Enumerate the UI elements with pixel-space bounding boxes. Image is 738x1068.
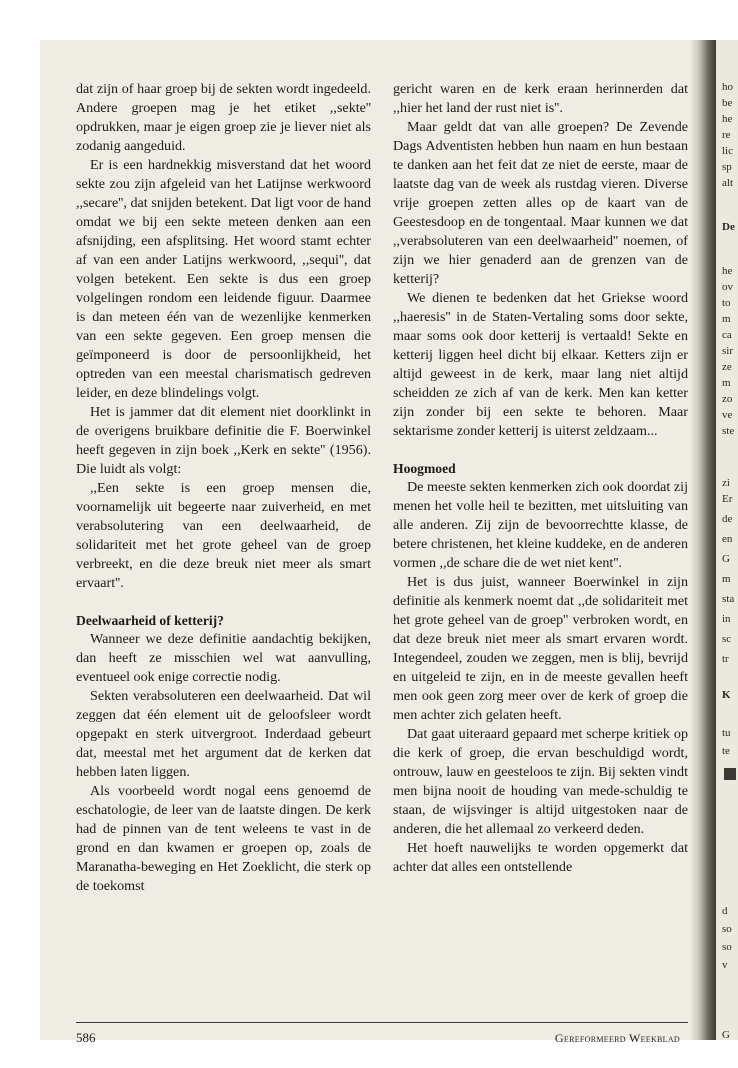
section-heading: Deelwaarheid of ketterij?: [76, 613, 224, 628]
next-page-fragment: m: [722, 313, 731, 325]
next-page-fragment: v: [722, 959, 728, 971]
black-square-marker: [724, 768, 736, 780]
next-page-fragment: lic: [722, 145, 733, 157]
next-page-fragment: te: [722, 745, 730, 757]
next-page-edge: [716, 40, 738, 1040]
journal-name: Gereformeerd Weekblad: [554, 1031, 680, 1045]
paragraph: Wanneer we deze definitie aandachtig bekijken, dan heeft ze misschien wel wat aanvulling, eventueel ook enige correctie nodig.: [76, 631, 371, 685]
next-page-fragment: to: [722, 297, 731, 309]
section-heading: Hoogmoed: [393, 461, 456, 476]
footer-rule: [76, 1022, 688, 1023]
next-page-fragment: ho: [722, 81, 733, 93]
next-page-fragment: ve: [722, 409, 733, 421]
paragraph: Het hoeft nauwelijks te worden opgemerkt dat achter dat alles een ontstellende: [393, 840, 688, 875]
next-page-fragment: d: [722, 905, 728, 917]
next-page-fragment: zo: [722, 393, 733, 405]
next-page-fragment: alt: [722, 177, 733, 189]
next-page-fragment: re: [722, 129, 731, 141]
next-page-fragment: G: [722, 553, 730, 565]
next-page-fragment: ov: [722, 281, 733, 293]
next-page-fragment: be: [722, 97, 733, 109]
next-page-fragment: sp: [722, 161, 732, 173]
next-page-fragment: tu: [722, 727, 731, 739]
next-page-fragment: ste: [722, 425, 735, 437]
next-page-fragment: so: [722, 941, 732, 953]
next-page-footer-fragment: G: [722, 1029, 730, 1040]
next-page-heading-fragment: K: [722, 689, 731, 701]
paragraph: Als voorbeeld wordt nogal eens genoemd de eschatologie, de leer van de laatste dingen. De kerk had de pinnen van de tent weleens te vast in de grond en dan kwamen er groepen op, zoals de Maranatha-beweging en Het Zoeklicht, die sterk op de toekomst: [76, 783, 371, 894]
paragraph: Maar geldt dat van alle groepen? De Zevende Dags Adventisten hebben hun naam en hun bestaan te danken aan het feit dat ze niet de eerste, maar de laatste dag van de week als rustdag vieren. Diverse vrije groepen zetten alles op de kaart van de Geestesdoop en de tongentaal. Maar kunnen we dat ,,verabsoluteren van een deelwaarheid'' noemen, of zijn we hier genaderd aan de grenzen van de ketterij?: [393, 119, 688, 287]
next-page-fragment: m: [722, 377, 731, 389]
paragraph: dat zijn of haar groep bij de sekten wordt ingedeeld. Andere groepen mag je het etiket ,,sekte'' opdrukken, maar je eigen groep zie je liever niet als zodanig aangeduid.: [76, 81, 371, 154]
next-page-fragment: ca: [722, 329, 732, 341]
next-page-heading-fragment: De: [722, 221, 735, 233]
next-page-fragment: ze: [722, 361, 732, 373]
page-number: 586: [76, 1030, 96, 1045]
block-quote: ,,Een sekte is een groep mensen die, voornamelijk uit begeerte naar zuiverheid, en met verabsolutering van een deelwaarheid, de solidariteit met het grote geheel van de groep verbreekt, en die deze breuk niet meer als smart ervaart''.: [76, 480, 371, 591]
left-column: [76, 80, 371, 896]
next-page-fragment: tr: [722, 653, 729, 665]
next-page-fragment: sta: [722, 593, 735, 605]
next-page-fragment: de: [722, 513, 733, 525]
next-page-fragment: Er: [722, 493, 733, 505]
right-column: [393, 80, 688, 877]
next-page-fragment: he: [722, 265, 733, 277]
paragraph: Dat gaat uiteraard gepaard met scherpe kritiek op die kerk of groep, die ervan beschuldigd wordt, ontrouw, lauw en geesteloos te zijn. Bij sekten vindt men bijna nooit de houding van mede-schuldig te staan, de wijsvinger is altijd uitgestoken naar de anderen, die het allemaal zo verkeerd deden.: [393, 726, 688, 837]
next-page-fragment: sir: [722, 345, 733, 357]
page-gutter: [690, 40, 716, 1040]
paragraph: De meeste sekten kenmerken zich ook doordat zij menen het volle heil te bezitten, met uitsluiting van alle anderen. Zij zijn de bevoorrechtte klasse, de betere christenen, het kleine kuddeke, en de anderen vormen ,,de schare die de wet niet kent''.: [393, 479, 688, 571]
next-page-fragment: so: [722, 923, 732, 935]
next-page-fragment: zi: [722, 477, 730, 489]
next-page-fragment: en: [722, 533, 733, 545]
paragraph: Het is jammer dat dit element niet doorklinkt in de overigens bruikbare definitie die F. Boerwinkel heeft gegeven in zijn boek ,,Kerk en sekte'' (1956). Die luidt als volgt:: [76, 404, 371, 477]
paragraph: Het is dus juist, wanneer Boerwinkel in zijn definitie als kenmerk noemt dat ,,de solidariteit met het grote geheel van de groep'' verbroken wordt, en dat deze breuk niet meer als smart ervaren wordt. Integendeel, zouden we zeggen, men is blij, bevrijd en uitgeleid te zijn, en in de meeste gevallen heeft men ook geen zorg meer over de kerk of groep die men achter zich gelaten heeft.: [393, 574, 688, 723]
next-page-fragment: m: [722, 573, 731, 585]
paragraph: We dienen te bedenken dat het Griekse woord ,,haeresis'' in de Staten-Vertaling soms door sekte, maar soms ook door ketterij is vertaald! Sekte en ketterij liggen heel dicht bij elkaar. Ketters zijn er altijd geweest in de kerk, maar lang niet altijd scheidden ze zich af van de kerk. Men kan ketter zijn zonder bij een sekte te behoren. Maar sektarisme zonder ketterij is uiterst zeldzaam...: [393, 290, 688, 439]
paragraph: gericht waren en de kerk eraan herinnerden dat ,,hier het land der rust niet is''.: [393, 81, 688, 116]
next-page-fragment: in: [722, 613, 731, 625]
next-page-fragment: he: [722, 113, 733, 125]
paragraph: Sekten verabsoluteren een deelwaarheid. Dat wil zeggen dat één element uit de geloofsleer wordt opgepakt en sterk uitvergroot. Inderdaad gebeurt dat, meestal met het argument dat de kerken dat hebben laten liggen.: [76, 688, 371, 780]
next-page-fragment: sc: [722, 633, 732, 645]
paragraph: Er is een hardnekkig misverstand dat het woord sekte zou zijn afgeleid van het Latijnse werkwoord ,,secare'', dat snijden betekent. Dat ligt voor de hand omdat we bij een sekte meteen denken aan een afsnijding, een afsplitsing. Het woord stamt echter af van een ander Latijns werkwoord, ,,sequi'', dat volgen betekent. Een sekte is dus een groep volgelingen rondom een leidende figuur. Daarmee is dan meteen één van de wezenlijke kenmerken van een sekte gegeven. Een groep mensen die geïmponeerd is door de persoonlijkheid, het optreden van een meestal charismatisch gedreven leider, en deze blindelings volgt.: [76, 157, 371, 401]
